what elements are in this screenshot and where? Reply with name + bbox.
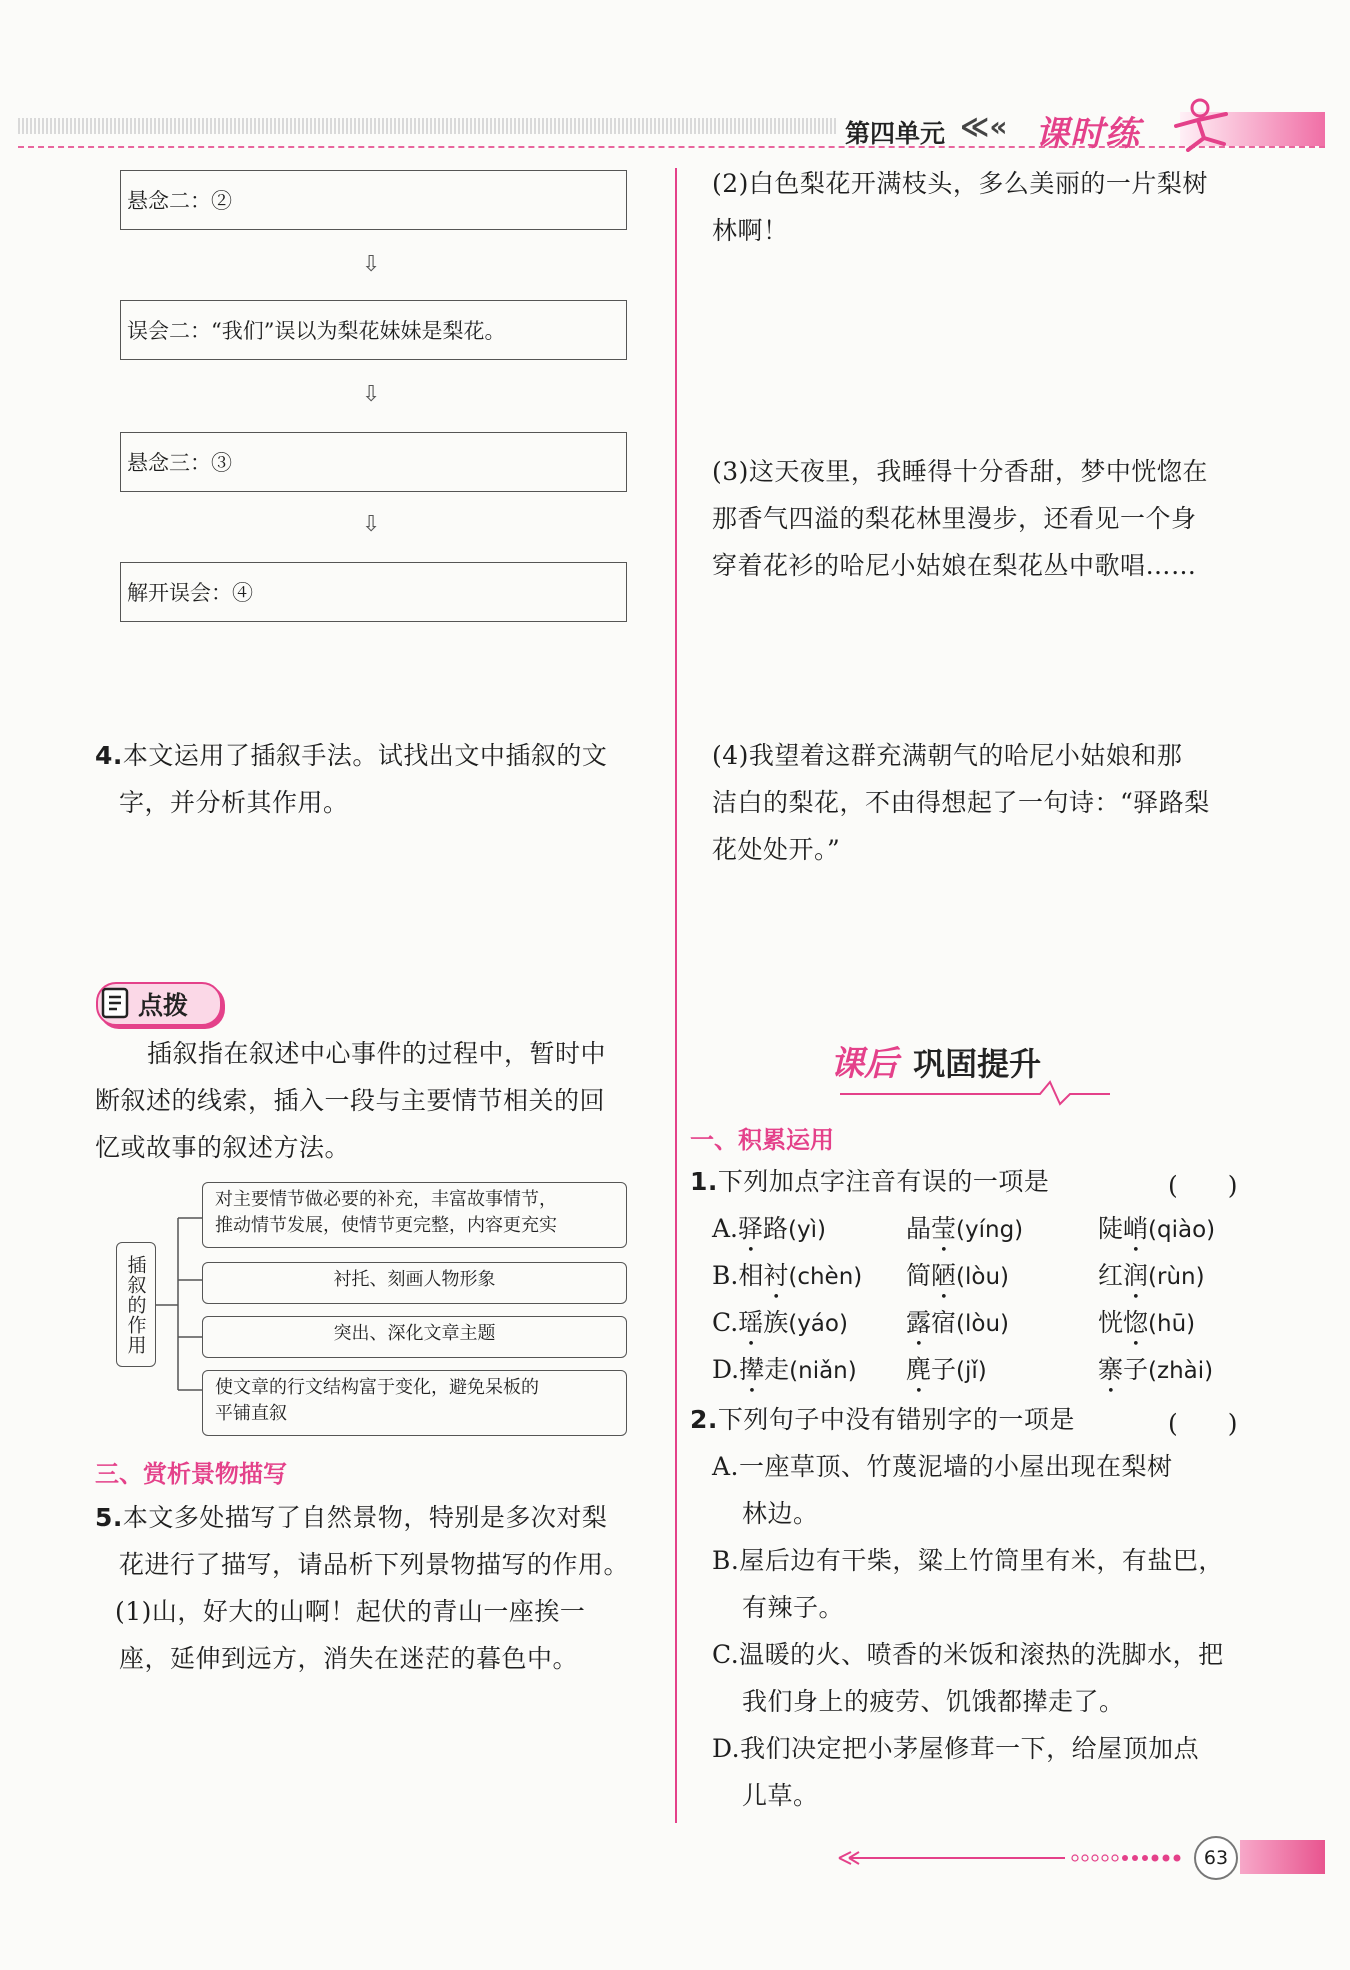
arrow-down-icon: ⇩: [362, 252, 381, 277]
question-1: 1.下列加点字注音有误的一项是: [690, 1167, 1050, 1196]
tip-badge: [96, 982, 222, 1026]
question-4: 4.本文运用了插叙手法。试找出文中插叙的文 字，并分析其作用。: [95, 741, 608, 817]
header-pattern: [18, 118, 838, 134]
question-number: 5.: [95, 1503, 123, 1532]
flow-box-suspense-2: 悬念二：②: [120, 170, 627, 230]
flow-box-resolve: 解开误会：④: [120, 562, 627, 622]
arrow-down-icon: ⇩: [362, 512, 381, 537]
question-number: 2.: [690, 1405, 718, 1434]
footer-pink-band: [1240, 1840, 1325, 1874]
tip-label: 点拨: [138, 991, 189, 1020]
question-2-options: A.一座草顶、竹蔑泥墙的小屋出现在梨树 林边。 B.屋后边有干柴，粱上竹筒里有米，有盐巴， 有辣子。 C.温暖的火、喷香的米饭和滚热的洗脚水，把 我们身上的疲劳、饥饿都撵走了。 D.我们决定把小茅屋修茸一下，给屋顶加点 儿草。: [712, 1452, 1224, 1810]
role-label: 插叙的作用: [116, 1242, 156, 1367]
after-class-title-pink: 课后: [830, 1044, 898, 1084]
brand-title: 课时练: [1035, 114, 1140, 154]
role-box-2: 衬托、刻画人物形象: [202, 1262, 627, 1304]
role-box-3: 突出、深化文章主题: [202, 1316, 627, 1358]
bracket-connector: [156, 1210, 206, 1400]
after-class-title-black: 巩固提升: [913, 1045, 1042, 1083]
unit-title: 第四单元: [845, 119, 946, 148]
question-number: 1.: [690, 1167, 718, 1196]
answer-blank: ( ): [1168, 1171, 1238, 1200]
footer-arrow: [835, 1850, 1195, 1866]
column-divider: [675, 168, 677, 1823]
scene-3: (3)这天夜里，我睡得十分香甜，梦中恍惚在 那香气四溢的梨花林里漫步，还看见一个身 穿着花衫的哈尼小姑娘在梨花丛中歌唱……: [712, 457, 1208, 580]
flow-box-misunderstanding-2: 误会二：“我们”误以为梨花妹妹是梨花。: [120, 300, 627, 360]
running-figure-icon: [1168, 96, 1238, 152]
scene-2: (2)白色梨花开满枝头，多么美丽的一片梨树 林啊！: [712, 169, 1208, 245]
role-box-4: 使文章的行文结构富于变化，避免呆板的 平铺直叙: [202, 1370, 627, 1436]
chevron-left-icon: ≪«: [960, 110, 1008, 143]
flow-box-suspense-3: 悬念三：③: [120, 432, 627, 492]
question-number: 4.: [95, 741, 123, 770]
role-box-1: 对主要情节做必要的补充，丰富故事情节， 推动情节发展，使情节更完整，内容更充实: [202, 1182, 627, 1248]
section-heading-3: 三、赏析景物描写: [95, 1460, 287, 1488]
question-5: 5.本文多处描写了自然景物，特别是多次对梨 花进行了描写，请品析下列景物描写的作用。 (1)山，好大的山啊！起伏的青山一座挨一 座，延伸到远方，消失在迷茫的暮色中。: [95, 1503, 630, 1673]
arrow-down-icon: ⇩: [362, 382, 381, 407]
tip-text: 插叙指在叙述中心事件的过程中，暂时中 断叙述的线索，插入一段与主要情节相关的回 忆或故事的叙述方法。: [95, 1039, 607, 1162]
notebook-icon: [100, 986, 130, 1020]
scene-4: (4)我望着这群充满朝气的哈尼小姑娘和那 洁白的梨花，不由得想起了一句诗：“驿路梨 花处处开。”: [712, 741, 1210, 864]
heartbeat-line: [840, 1078, 1110, 1106]
page-number: 63: [1194, 1836, 1238, 1880]
section-heading-1: 一、积累运用: [690, 1126, 834, 1154]
question-2: 2.下列句子中没有错别字的一项是: [690, 1405, 1075, 1434]
answer-blank: ( ): [1168, 1409, 1238, 1438]
